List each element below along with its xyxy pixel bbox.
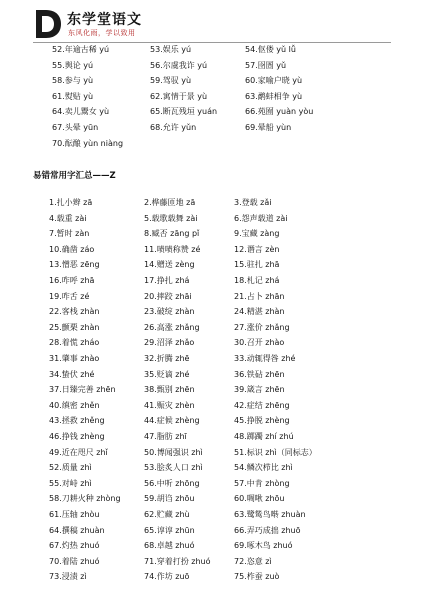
word-entry: 68.卓越 zhuó bbox=[144, 541, 195, 551]
word-entry: 53.脍炙人口 zhì bbox=[144, 463, 203, 473]
word-row bbox=[49, 509, 421, 521]
word-entry: 8.臧否 zāng pǐ bbox=[144, 229, 200, 239]
word-row bbox=[49, 353, 421, 365]
word-entry: 27.涨价 zhǎng bbox=[234, 322, 290, 332]
word-entry: 56.中听 zhōng bbox=[144, 478, 200, 488]
word-entry: 1.扎小辫 zā bbox=[49, 198, 93, 207]
word-entry: 66.苑囿 yuàn yòu bbox=[245, 107, 314, 117]
word-entry: 37.日臻完善 zhēn bbox=[49, 385, 116, 395]
word-entry: 28.着慌 zháo bbox=[49, 338, 100, 348]
word-entry: 69.啄木鸟 zhuó bbox=[234, 541, 293, 551]
word-entry: 62.贮藏 zhù bbox=[144, 510, 190, 519]
word-entry: 34.蛰伏 zhé bbox=[49, 369, 95, 379]
word-row bbox=[49, 306, 421, 318]
word-entry: 69.晕船 yùn bbox=[245, 123, 292, 132]
word-entry: 33.动辄得咎 zhé bbox=[234, 354, 296, 363]
word-row bbox=[49, 369, 421, 381]
word-entry: 60.家喻户晓 yù bbox=[245, 76, 303, 86]
word-entry: 38.甄别 zhēn bbox=[144, 385, 195, 395]
word-entry: 25.颤栗 zhàn bbox=[49, 322, 100, 332]
word-row bbox=[49, 571, 421, 583]
word-entry: 61.熨贴 yù bbox=[52, 91, 94, 101]
word-entry: 58.参与 yù bbox=[52, 76, 94, 86]
word-entry: 29.沼泽 zhǎo bbox=[144, 338, 195, 348]
word-entry: 72.恣意 zì bbox=[234, 556, 272, 566]
word-row bbox=[49, 197, 421, 209]
word-entry: 49.近在咫尺 zhǐ bbox=[49, 447, 108, 457]
word-entry: 10.确凿 záo bbox=[49, 244, 95, 254]
word-entry: 9.宝藏 zàng bbox=[234, 229, 280, 239]
logo-d-icon bbox=[33, 8, 63, 40]
word-entry: 2.桦藤匝地 zā bbox=[144, 198, 196, 207]
word-entry: 17.挣扎 zhá bbox=[144, 276, 190, 285]
word-entry: 45.挣脱 zhèng bbox=[234, 416, 290, 426]
word-entry: 22.客栈 zhàn bbox=[49, 307, 100, 317]
word-entry: 52.年逾古稀 yú bbox=[52, 45, 110, 54]
word-entry: 73.浸渍 zì bbox=[49, 572, 87, 582]
word-entry: 59.驾驭 yù bbox=[150, 76, 192, 86]
word-entry: 41.赈灾 zhèn bbox=[144, 400, 195, 410]
word-entry: 65.谆谆 zhūn bbox=[144, 525, 195, 535]
word-entry: 23.破绽 zhàn bbox=[144, 307, 195, 317]
word-entry: 36.铁砧 zhēn bbox=[234, 369, 285, 379]
word-entry: 75.柞蚕 zuò bbox=[234, 572, 280, 582]
word-entry: 5.载歌载舞 zài bbox=[144, 213, 198, 223]
word-entry: 30.召开 zhào bbox=[234, 338, 285, 348]
word-entry: 3.登载 zǎi bbox=[234, 198, 272, 207]
section-title: 易错常用字汇总——Z bbox=[33, 171, 116, 181]
word-entry: 71.穿着打扮 zhuó bbox=[144, 556, 211, 566]
word-entry: 65.断瓦残垣 yuán bbox=[150, 107, 218, 117]
word-entry: 42.症结 zhēng bbox=[234, 400, 290, 410]
word-row bbox=[49, 478, 421, 490]
word-entry: 44.症候 zhèng bbox=[144, 416, 200, 426]
word-entry: 61.压轴 zhòu bbox=[49, 510, 100, 519]
word-row bbox=[49, 400, 421, 412]
word-entry: 20.摔跤 zhāi bbox=[144, 291, 192, 301]
word-entry: 7.暂时 zàn bbox=[49, 229, 90, 239]
word-entry: 18.札记 zhá bbox=[234, 276, 280, 285]
word-entry: 58.刀耕火种 zhòng bbox=[49, 494, 121, 504]
word-row bbox=[52, 138, 421, 150]
word-entry: 64.撰稿 zhuàn bbox=[49, 525, 105, 535]
logo bbox=[33, 8, 193, 42]
word-entry: 31.肇事 zhào bbox=[49, 354, 100, 363]
word-entry: 66.弄巧成拙 zhuō bbox=[234, 525, 301, 535]
word-row bbox=[49, 244, 421, 256]
word-entry: 14.赠送 zèng bbox=[144, 260, 195, 270]
word-entry: 67.头晕 yūn bbox=[52, 123, 99, 132]
word-entry: 32.折腾 zhē bbox=[144, 354, 190, 363]
word-row bbox=[49, 322, 421, 334]
word-entry: 16.咋呼 zhā bbox=[49, 276, 95, 285]
word-entry: 68.允许 yǔn bbox=[150, 123, 197, 132]
word-row bbox=[49, 525, 421, 537]
word-entry: 57.囹圄 yǔ bbox=[245, 60, 287, 70]
word-row bbox=[52, 122, 421, 134]
word-entry: 67.灼热 zhuó bbox=[49, 541, 100, 551]
word-row bbox=[49, 259, 421, 271]
word-entry: 54.鳞次栉比 zhì bbox=[234, 463, 293, 473]
word-entry: 54.伛偻 yǔ lǚ bbox=[245, 45, 296, 54]
word-entry: 60.啁啾 zhōu bbox=[234, 494, 285, 504]
word-entry: 57.中肯 zhòng bbox=[234, 478, 290, 488]
word-row bbox=[49, 415, 421, 427]
word-row bbox=[49, 291, 421, 303]
word-entry: 21.占卜 zhān bbox=[234, 291, 285, 301]
logo-title: 东学堂语文 bbox=[67, 12, 142, 28]
word-entry: 15.驻扎 zhā bbox=[234, 260, 280, 270]
word-row bbox=[49, 431, 421, 443]
word-entry: 43.拯救 zhěng bbox=[49, 416, 105, 426]
word-entry: 48.踯躅 zhí zhú bbox=[234, 432, 294, 441]
word-entry: 51.标识 zhì（同标志） bbox=[234, 447, 317, 457]
word-entry: 47.脂肪 zhī bbox=[144, 432, 187, 441]
word-row bbox=[49, 447, 421, 459]
word-entry: 64.卖儿鬻女 yù bbox=[52, 107, 110, 117]
word-row bbox=[49, 540, 421, 552]
word-row bbox=[52, 106, 421, 118]
word-entry: 6.怨声载道 zài bbox=[234, 213, 288, 223]
word-entry: 70.酝酿 yùn niàng bbox=[52, 138, 124, 148]
word-entry: 74.作坊 zuō bbox=[144, 572, 190, 582]
word-entry: 52.质量 zhì bbox=[49, 463, 92, 473]
word-entry: 55.对峙 zhì bbox=[49, 478, 92, 488]
word-entry: 59.胡诌 zhōu bbox=[144, 494, 195, 504]
word-row bbox=[49, 213, 421, 225]
word-entry: 39.箴言 zhēn bbox=[234, 385, 285, 395]
word-row bbox=[49, 275, 421, 287]
word-entry: 62.寓情于景 yù bbox=[150, 91, 208, 101]
word-row bbox=[49, 228, 421, 240]
word-entry: 70.着陆 zhuó bbox=[49, 556, 100, 566]
logo-slogan: 东风化雨，学以致用 bbox=[68, 29, 136, 37]
word-entry: 40.缜密 zhěn bbox=[49, 400, 100, 410]
word-row bbox=[52, 44, 421, 56]
word-entry: 63.鹭鸶鸟啭 zhuàn bbox=[234, 510, 306, 519]
word-entry: 13.憎恶 zēng bbox=[49, 260, 100, 270]
word-row bbox=[49, 493, 421, 505]
word-entry: 35.贬谪 zhé bbox=[144, 369, 190, 379]
word-row bbox=[49, 337, 421, 349]
word-entry: 12.谮言 zèn bbox=[234, 244, 280, 254]
word-entry: 55.舆论 yú bbox=[52, 60, 94, 70]
word-entry: 19.咋舌 zé bbox=[49, 291, 90, 301]
word-entry: 63.鹬蚌相争 yù bbox=[245, 91, 303, 101]
word-entry: 26.高涨 zhǎng bbox=[144, 322, 200, 332]
word-entry: 50.博闻强识 zhì bbox=[144, 447, 203, 457]
word-entry: 11.啧啧称赞 zé bbox=[144, 244, 201, 254]
word-entry: 4.载重 zài bbox=[49, 213, 87, 223]
word-row bbox=[52, 91, 421, 103]
word-row bbox=[49, 462, 421, 474]
word-row bbox=[52, 60, 421, 72]
word-entry: 56.尔虞我诈 yú bbox=[150, 60, 208, 70]
word-entry: 24.精湛 zhàn bbox=[234, 307, 285, 317]
word-row bbox=[52, 75, 421, 87]
word-row bbox=[49, 556, 421, 568]
word-entry: 53.娱乐 yú bbox=[150, 45, 192, 54]
word-entry: 46.挣钱 zhèng bbox=[49, 432, 105, 441]
word-row bbox=[49, 384, 421, 396]
header-divider bbox=[33, 42, 391, 43]
